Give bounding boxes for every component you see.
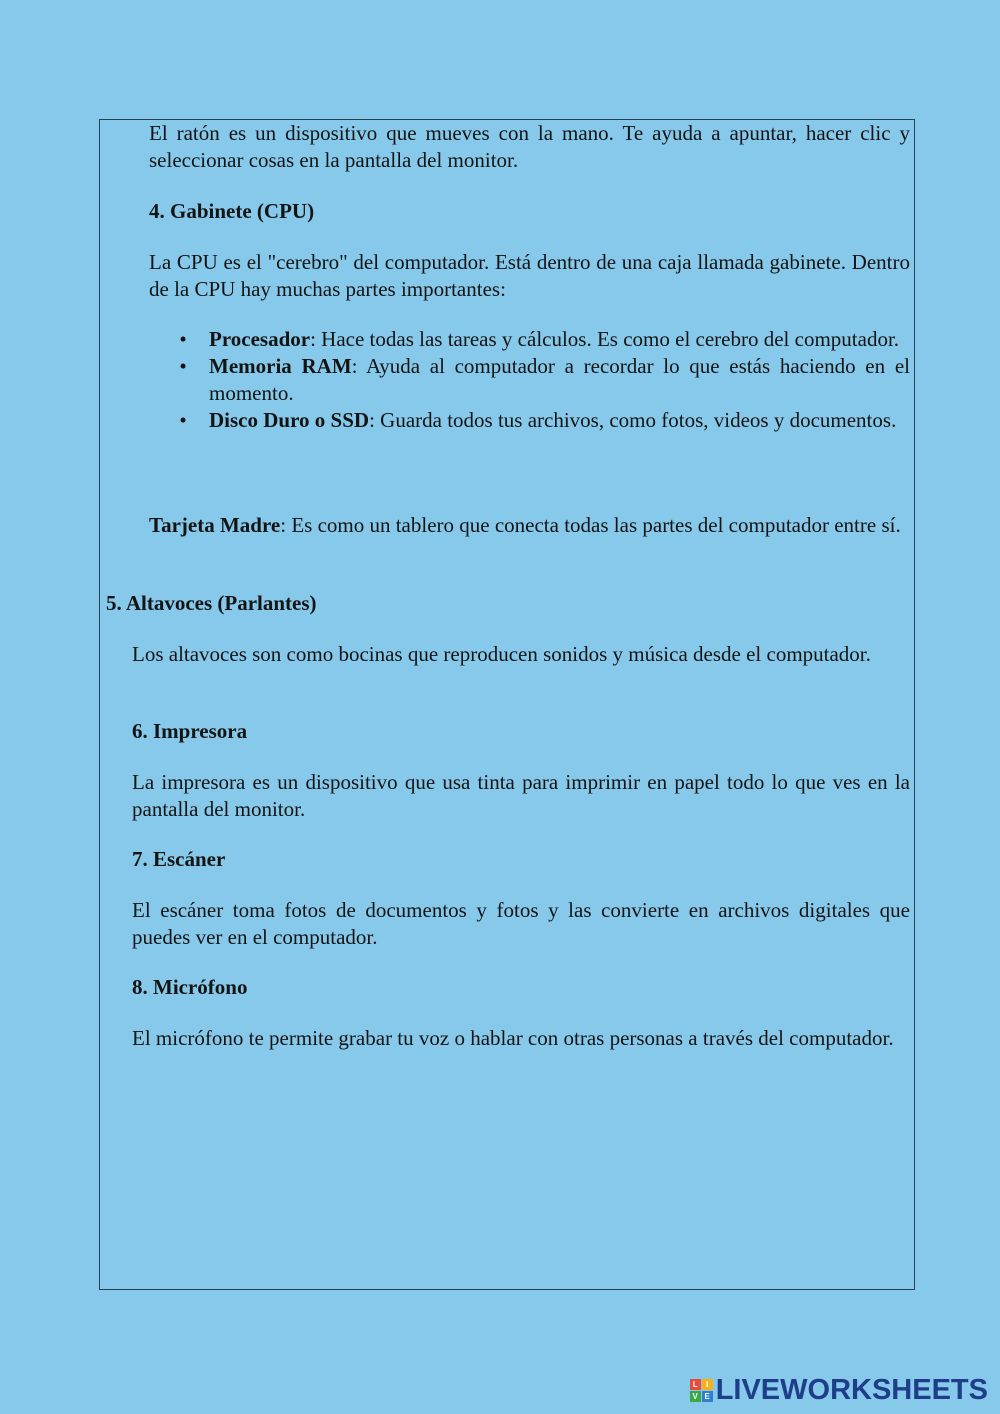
term-disco-duro: Disco Duro o SSD	[209, 408, 370, 432]
paragraph-cpu: La CPU es el "cerebro" del computador. Está dentro de una caja llamada gabinete. Dentro de la CPU hay muchas partes importantes:	[149, 250, 910, 301]
bullet-icon: •	[179, 327, 187, 351]
heading-microfono: 8. Micrófono	[132, 975, 248, 999]
heading-escaner: 7. Escáner	[132, 847, 226, 871]
paragraph-tarjeta-madre	[149, 512, 910, 539]
heading-altavoces: 5. Altavoces (Parlantes)	[106, 591, 317, 615]
mark-letter: V	[690, 1391, 701, 1402]
bullet-icon: •	[179, 354, 187, 378]
desc-disco-duro: : Guarda todos tus archivos, como fotos, videos y documentos.	[369, 408, 897, 432]
term-tarjeta-madre: Tarjeta Madre	[149, 513, 281, 537]
list-item	[179, 326, 910, 353]
desc-memoria-ram: : Ayuda al computador a recordar lo que estás haciendo en el momento.	[209, 354, 910, 405]
paragraph-printer: La impresora es un dispositivo que usa tinta para imprimir en papel todo lo que ves en la pantalla del monitor.	[132, 770, 910, 821]
liveworksheets-mark-icon	[690, 1379, 713, 1402]
liveworksheets-logo[interactable]	[690, 1373, 988, 1407]
paragraph-mic: El micrófono te permite grabar tu voz o hablar con otras personas a través del computador.	[132, 1026, 894, 1050]
brand-name: LIVEWORKSHEETS	[715, 1373, 988, 1406]
bullet-icon: •	[179, 408, 187, 432]
paragraph-speakers: Los altavoces son como bocinas que reproducen sonidos y música desde el computador.	[132, 642, 871, 666]
desc-procesador: : Hace todas las tareas y cálculos. Es como el cerebro del computador.	[310, 327, 900, 351]
mark-letter: I	[702, 1379, 713, 1390]
term-procesador: Procesador	[209, 327, 311, 351]
list-item	[179, 353, 910, 407]
paragraph-scanner: El escáner toma fotos de documentos y fotos y las convierte en archivos digitales que puedes ver en el computador.	[132, 898, 910, 949]
mark-letter: L	[690, 1379, 701, 1390]
heading-gabinete: 4. Gabinete (CPU)	[149, 199, 315, 223]
term-memoria-ram: Memoria RAM	[209, 354, 352, 378]
heading-impresora: 6. Impresora	[132, 719, 248, 743]
list-item	[179, 407, 910, 434]
cpu-parts-list	[179, 326, 910, 434]
desc-tarjeta-madre: : Es como un tablero que conecta todas las partes del computador entre sí.	[280, 513, 901, 537]
paragraph-mouse: El ratón es un dispositivo que mueves con la mano. Te ayuda a apuntar, hacer clic y seleccionar cosas en la pantalla del monitor.	[149, 121, 910, 172]
mark-letter: E	[702, 1391, 713, 1402]
